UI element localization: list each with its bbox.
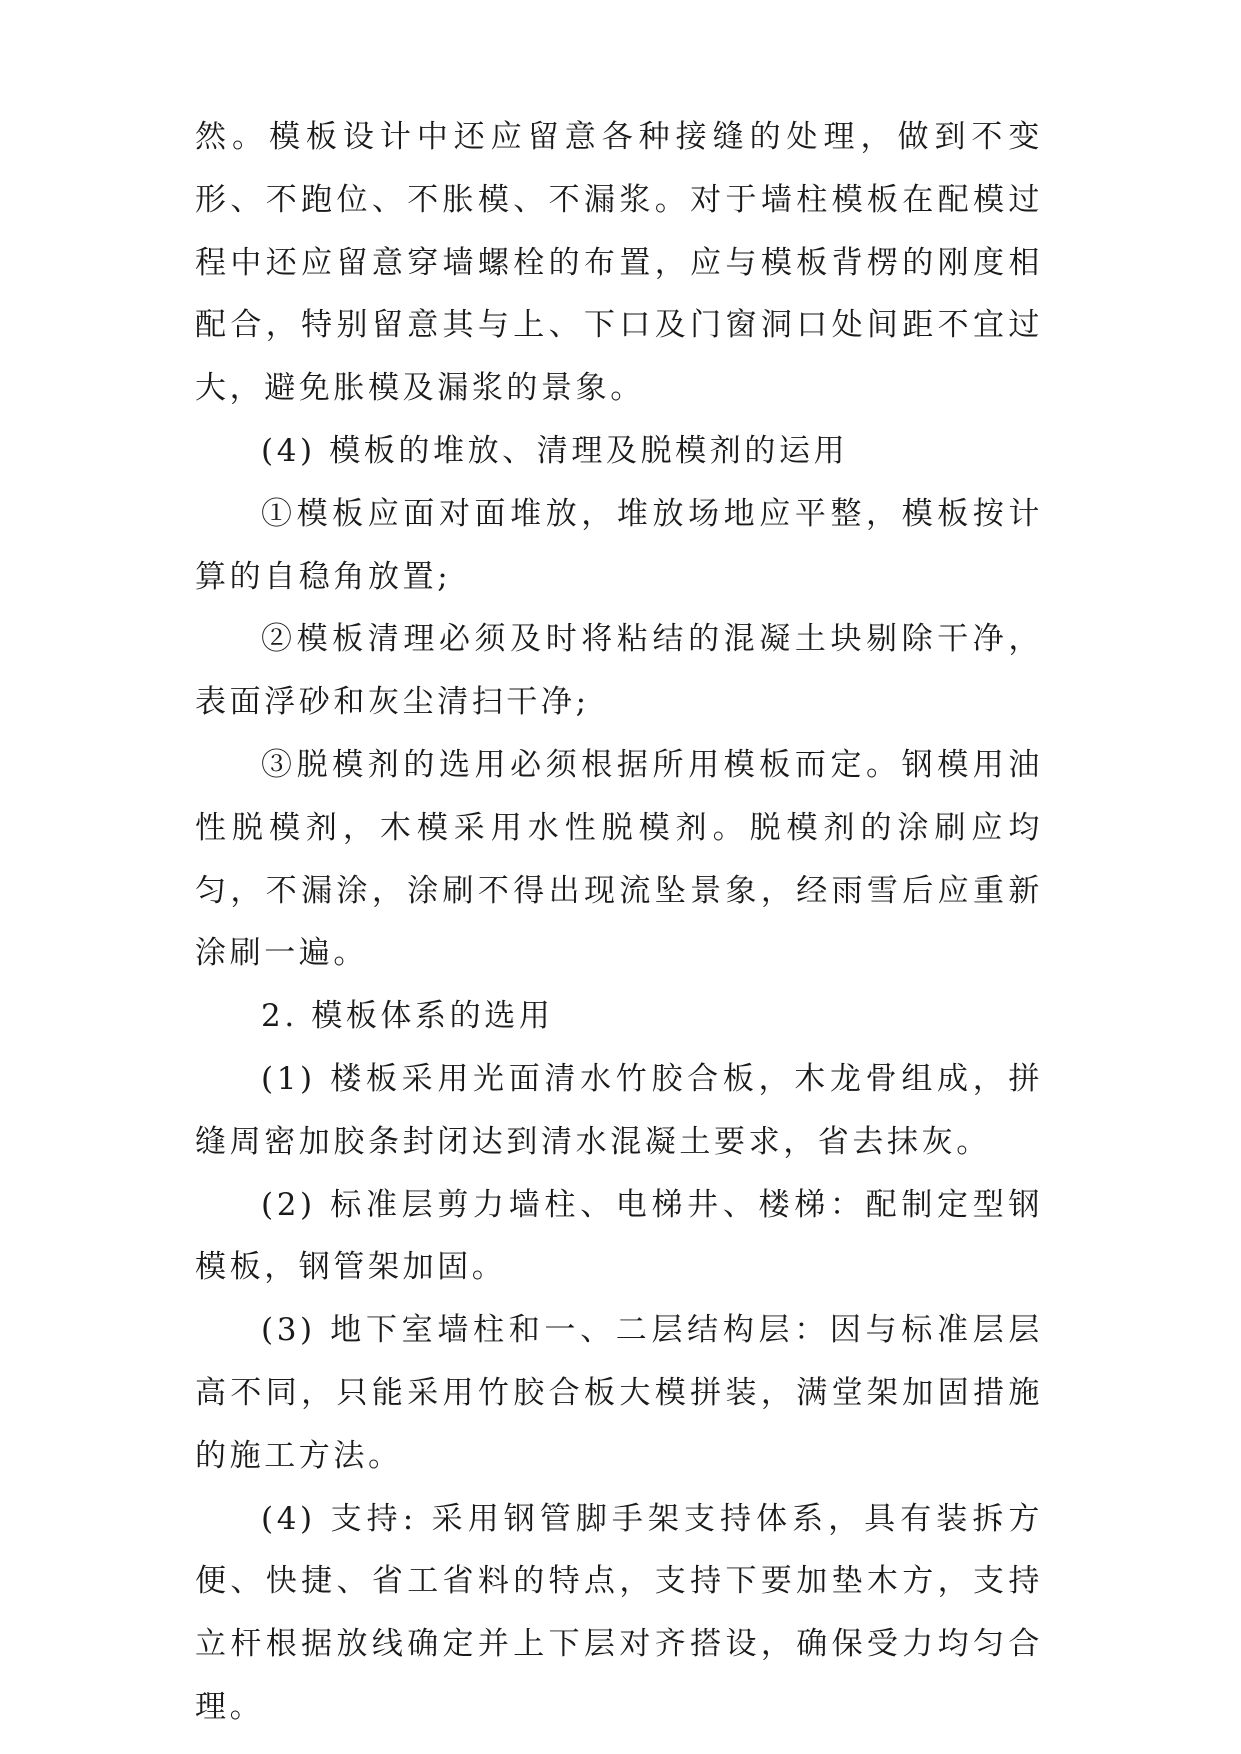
paragraph-continuation: 然。模板设计中还应留意各种接缝的处理，做到不变形、不跑位、不胀模、不漏浆。对于墙柱模板在配模过程中还应留意穿墙螺栓的布置，应与模板背楞的刚度相配合，特别留意其与上、下口及门窗洞口处间距不宜过大，避免胀模及漏浆的景象。 bbox=[195, 119, 1043, 407]
paragraph-system-4: (4) 支持: 采用钢管脚手架支持体系，具有装拆方便、快捷、省工省料的特点，支持下要加垫木方，支持立杆根据放线确定并上下层对齐搭设，确保受力均匀合理。 bbox=[195, 1500, 1043, 1725]
paragraph-system-2: (2) 标准层剪力墙柱、电梯井、楼梯：配制定型钢模板，钢管架加固。 bbox=[195, 1186, 1043, 1286]
paragraph-system-3: (3) 地下室墙柱和一、二层结构层：因与标准层层高不同，只能采用竹胶合板大模拼装，满堂架加固措施的施工方法。 bbox=[195, 1312, 1043, 1474]
paragraph-item-1: ①模板应面对面堆放，堆放场地应平整，模板按计算的自稳角放置; bbox=[195, 495, 1043, 595]
document-body bbox=[195, 106, 1043, 1739]
paragraph-item-3: ③脱模剂的选用必须根据所用模板而定。钢模用油性脱模剂，木模采用水性脱模剂。脱模剂的涂刷应均匀，不漏涂，涂刷不得出现流坠景象，经雨雪后应重新涂刷一遍。 bbox=[195, 746, 1043, 972]
paragraph-item-2: ②模板清理必须及时将粘结的混凝土块剔除干净，表面浮砂和灰尘清扫干净; bbox=[195, 621, 1043, 721]
heading-template-system: 2. 模板体系的选用 bbox=[261, 998, 554, 1035]
paragraph-system-1: (1) 楼板采用光面清水竹胶合板，木龙骨组成，拼缝周密加胶条封闭达到清水混凝土要求，省去抹灰。 bbox=[195, 1060, 1043, 1160]
heading-template-storage: (4) 模板的堆放、清理及脱模剂的运用 bbox=[261, 432, 849, 469]
